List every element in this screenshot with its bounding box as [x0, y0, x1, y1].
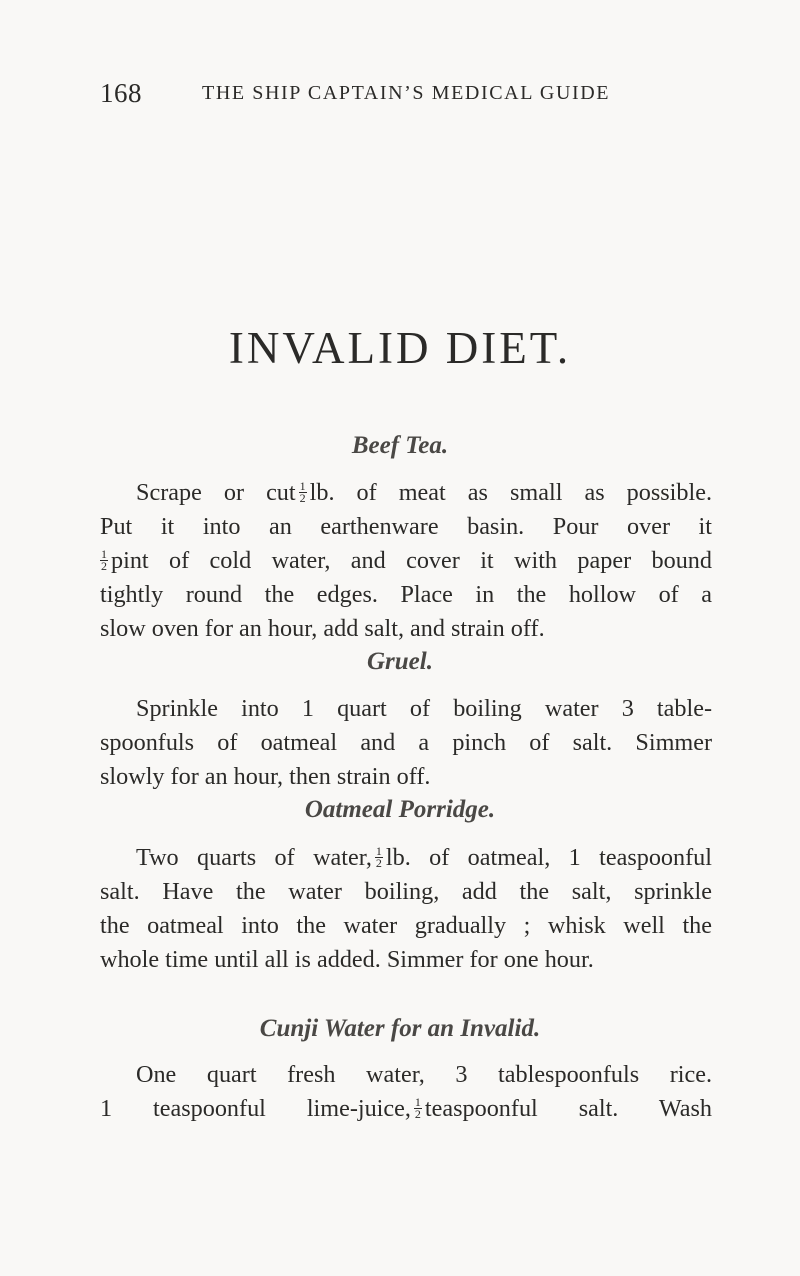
recipe-title-gruel: Gruel. [367, 648, 433, 675]
text-line [100, 476, 712, 510]
recipe-body-gruel [100, 692, 712, 794]
recipe-body-cunji-water [100, 1058, 712, 1126]
fraction-numerator: 1 [375, 843, 382, 858]
fraction-half [299, 478, 307, 505]
fraction-half [100, 546, 108, 573]
text-line: salt. Have the water boiling, add the salt, sprinkle [100, 878, 712, 905]
section-title: INVALID DIET. [228, 323, 572, 373]
text-line [100, 544, 712, 578]
recipe-title-beef-tea: Beef Tea. [351, 432, 449, 459]
text-line [100, 841, 712, 875]
fraction-denominator: 2 [101, 558, 107, 573]
fraction-numerator: 1 [101, 546, 107, 561]
fraction-numerator: 1 [299, 478, 306, 493]
text-fragment: lb. of meat as small as possible. [309, 479, 712, 506]
text-line: slowly for an hour, then strain off. [100, 763, 431, 790]
fraction-numerator: 1 [414, 1094, 421, 1109]
text-fragment: Scrape or cut [136, 479, 296, 506]
fraction-half [375, 843, 383, 870]
text-line: tightly round the edges. Place in the hollow of a [100, 581, 712, 608]
text-line: spoonfuls of oatmeal and a pinch of salt. Simmer [100, 729, 712, 756]
text-line: slow oven for an hour, add salt, and strain off. [100, 615, 545, 642]
text-line: Sprinkle into 1 quart of boiling water 3 table- [136, 695, 712, 722]
text-fragment: 1 teaspoonful lime-juice, [100, 1095, 411, 1122]
recipe-title-cunji-water: Cunji Water for an Invalid. [259, 1015, 541, 1042]
fraction-denominator: 2 [414, 1106, 421, 1121]
recipe-body-oatmeal-porridge [100, 841, 712, 977]
text-line: whole time until all is added. Simmer for one hour. [100, 946, 594, 973]
fraction-half [414, 1094, 422, 1121]
recipe-title-oatmeal-porridge: Oatmeal Porridge. [304, 796, 496, 823]
text-line: Put it into an earthenware basin. Pour over it [100, 513, 712, 540]
text-line: One quart fresh water, 3 tablespoonfuls rice. [136, 1061, 712, 1088]
text-fragment: Two quarts of water, [136, 844, 372, 871]
recipe-body-beef-tea [100, 476, 712, 646]
text-fragment: lb. of oatmeal, 1 teaspoonful [385, 844, 712, 871]
running-header [100, 78, 720, 110]
page-number: 168 [100, 78, 142, 108]
fraction-denominator: 2 [299, 490, 306, 505]
text-fragment: pint of cold water, and cover it with paper bound [111, 547, 712, 574]
running-title: THE SHIP CAPTAIN’S MEDICAL GUIDE [202, 82, 611, 104]
fraction-denominator: 2 [375, 855, 382, 870]
text-line [100, 1092, 712, 1126]
text-fragment: teaspoonful salt. Wash [424, 1095, 712, 1122]
text-line: the oatmeal into the water gradually ; whisk well the [100, 912, 712, 939]
